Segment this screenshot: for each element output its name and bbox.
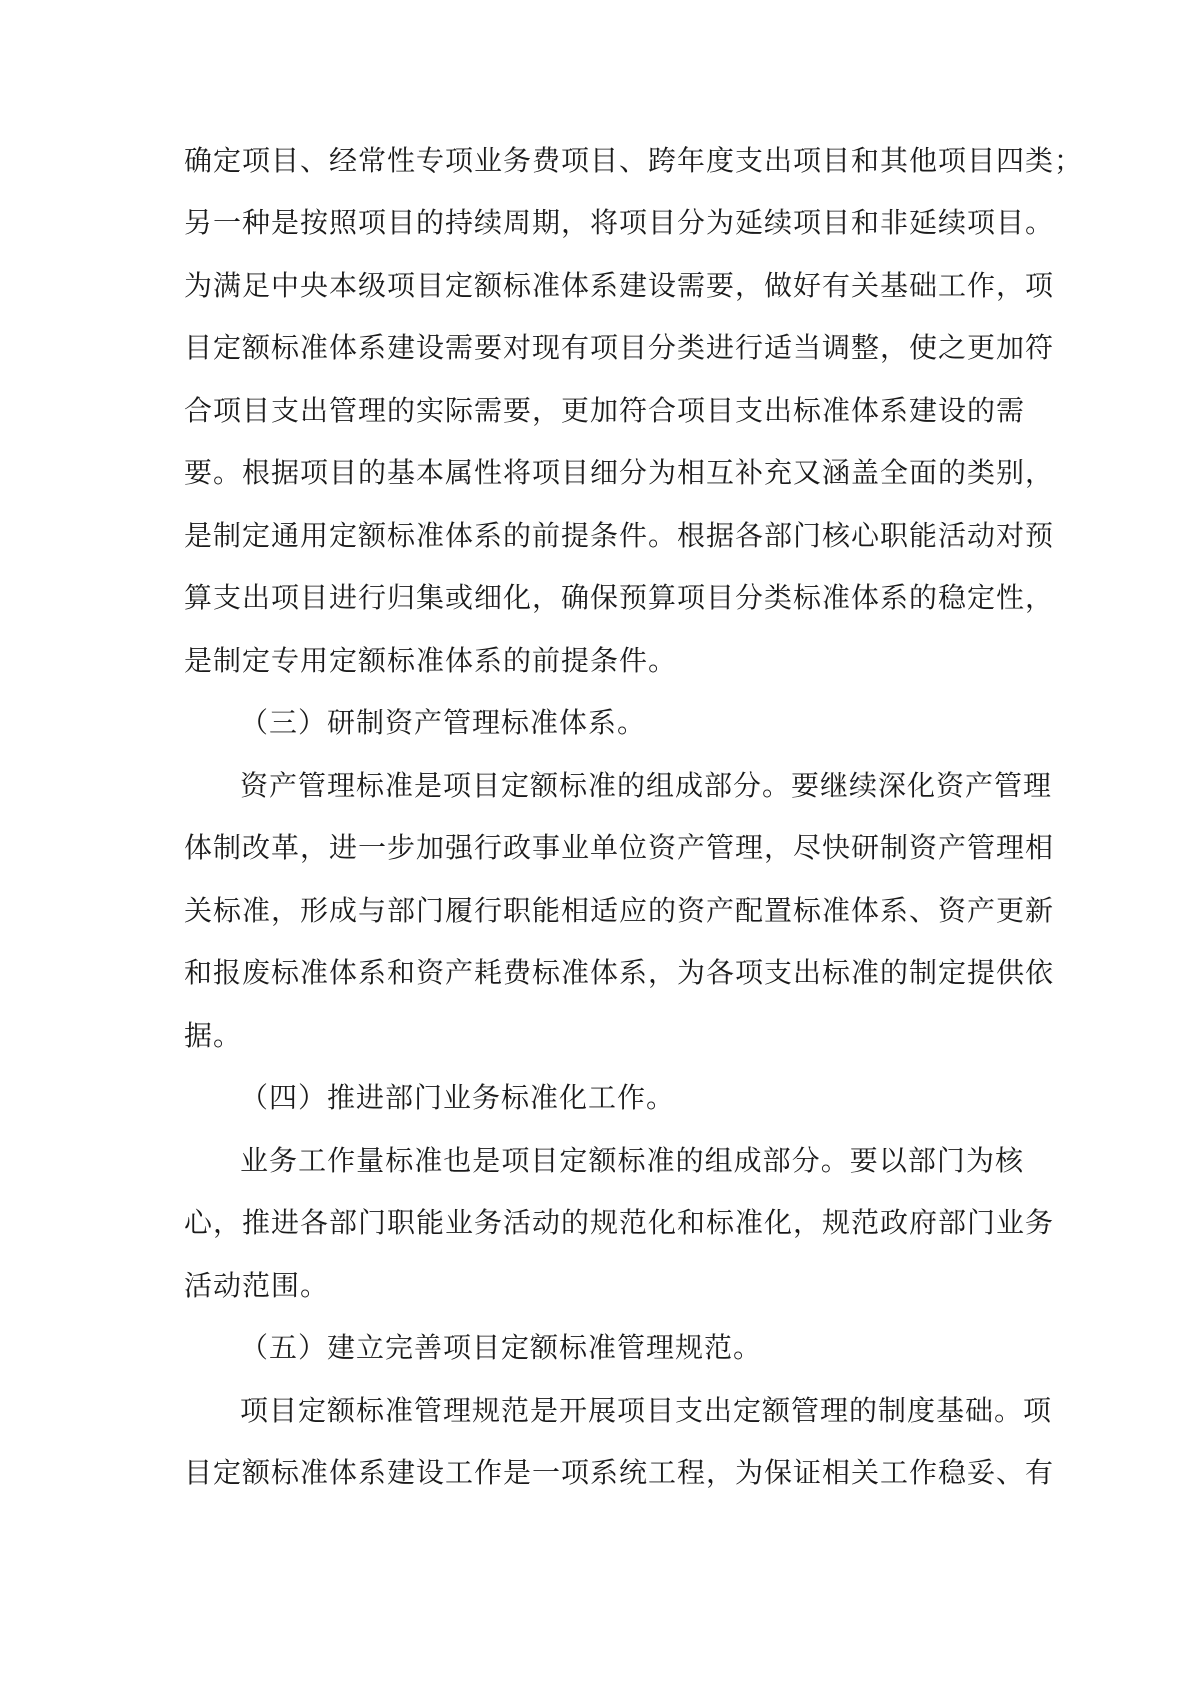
body-line: 和报废标准体系和资产耗费标准体系，为各项支出标准的制定提供依 — [184, 956, 1055, 989]
body-line: 业务工作量标准也是项目定额标准的组成部分。要以部门为核 — [240, 1144, 1024, 1177]
section-heading: （三）研制资产管理标准体系。 — [240, 706, 647, 739]
section-heading: （四）推进部门业务标准化工作。 — [240, 1081, 676, 1114]
body-line: 目定额标准体系建设需要对现有项目分类进行适当调整，使之更加符 — [184, 331, 1055, 364]
body-line: 是制定通用定额标准体系的前提条件。根据各部门核心职能活动对预 — [184, 519, 1055, 552]
body-line: 算支出项目进行归集或细化，确保预算项目分类标准体系的稳定性， — [184, 581, 1055, 614]
body-line: 资产管理标准是项目定额标准的组成部分。要继续深化资产管理 — [240, 769, 1053, 802]
section-heading: （五）建立完善项目定额标准管理规范。 — [240, 1331, 763, 1364]
body-line: 心，推进各部门职能业务活动的规范化和标准化，规范政府部门业务 — [184, 1206, 1055, 1239]
body-line: 项目定额标准管理规范是开展项目支出定额管理的制度基础。项 — [240, 1394, 1053, 1427]
body-line: 据。 — [184, 1019, 243, 1052]
body-line: 另一种是按照项目的持续周期，将项目分为延续项目和非延续项目。 — [184, 206, 1055, 239]
body-line: 要。根据项目的基本属性将项目细分为相互补充又涵盖全面的类别， — [184, 456, 1055, 489]
body-line: 合项目支出管理的实际需要，更加符合项目支出标准体系建设的需 — [184, 394, 1026, 427]
body-line: 关标准，形成与部门履行职能相适应的资产配置标准体系、资产更新 — [184, 894, 1055, 927]
body-line: 目定额标准体系建设工作是一项系统工程，为保证相关工作稳妥、有 — [184, 1456, 1055, 1489]
body-line: 为满足中央本级项目定额标准体系建设需要，做好有关基础工作，项 — [184, 269, 1055, 302]
body-line: 活动范围。 — [184, 1269, 330, 1302]
body-line: 确定项目、经常性专项业务费项目、跨年度支出项目和其他项目四类； — [184, 144, 1084, 177]
body-line: 是制定专用定额标准体系的前提条件。 — [184, 644, 678, 677]
body-line: 体制改革，进一步加强行政事业单位资产管理，尽快研制资产管理相 — [184, 831, 1055, 864]
